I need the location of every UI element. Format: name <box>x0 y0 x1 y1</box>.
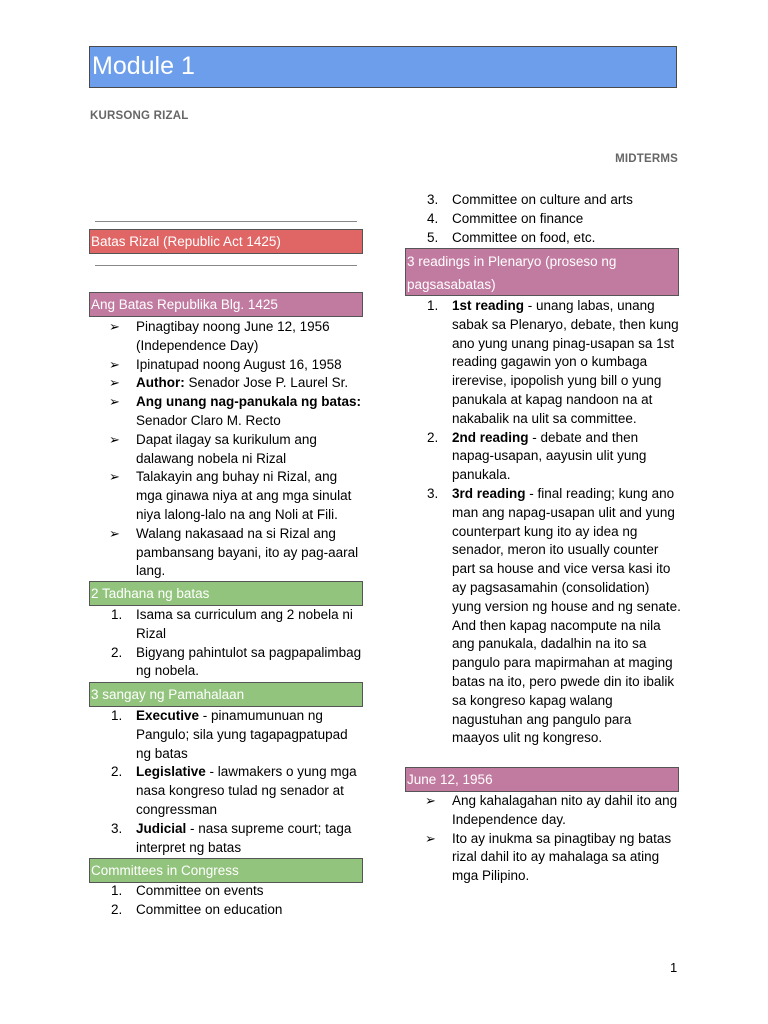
readings-list <box>406 297 682 748</box>
committees-list-left <box>90 882 366 920</box>
course-name: KURSONG RIZAL <box>90 110 189 122</box>
list-item: ➢ Ang kahalagahan nito ay dahil ito ang Independence day. <box>425 793 678 827</box>
sangay-list <box>90 707 366 857</box>
arrow-bullet-icon: ➢ <box>109 469 120 485</box>
term-label: MIDTERMS <box>615 153 678 165</box>
page-number: 1 <box>670 960 678 975</box>
sangay-header: 3 sangay ng Pamahalaan <box>89 682 363 707</box>
list-item: ➢ Author: Senador Jose P. Laurel Sr. <box>90 374 366 393</box>
divider-bottom <box>95 265 357 266</box>
divider-top <box>95 221 357 222</box>
arrow-bullet-icon: ➢ <box>109 375 120 391</box>
list-item: 3. 3rd reading - final reading; kung ano man ang napag-usapan ulit and yung counterpart kung ito ay idea ng senador, meron ito usually counter part sa house and vice versa kasi ito ay pagsasamahin (consolidation) yung version ng house and ng senate. And then kapag nacompute na nila ang panukala, dadalhin na ito sa pangulo para mapirmahan at maging batas na ito, pero pwede din ito ibalik sa kongreso kapag walang nagustuhan ang pangulo para maayos ulit ng kongreso. <box>427 485 681 746</box>
list-item: 1. Isama sa curriculum ang 2 nobela ni Rizal <box>111 607 353 641</box>
arrow-bullet-icon: ➢ <box>109 319 120 334</box>
arrow-bullet-icon: ➢ <box>109 525 120 541</box>
list-item: 1. Committee on events <box>111 883 264 898</box>
arrow-bullet-icon: ➢ <box>425 830 436 846</box>
june-header: June 12, 1956 <box>405 767 679 792</box>
list-item: ➢ Ipinatupad noong August 16, 1958 <box>90 356 366 375</box>
list-item: 1. Executive - pinamumunuan ng Pangulo; sila yung tagapagpatupad ng batas <box>111 708 348 761</box>
ra-list <box>90 318 366 581</box>
list-item: ➢ Ito ay inukma sa pinagtibay ng batas rizal dahil ito ay mahalaga sa ating mga Pilipino. <box>425 830 672 884</box>
list-item: 2. Committee on education <box>111 901 283 917</box>
list-item: 4. Committee on finance <box>427 210 584 226</box>
arrow-bullet-icon: ➢ <box>109 431 120 447</box>
list-item: ➢ Ang unang nag-panukala ng batas: Senador Claro M. Recto <box>109 394 362 428</box>
committees-header: Committees in Congress <box>89 858 363 883</box>
list-item: ➢ Walang nakasaad na si Rizal ang pambansang bayani, ito ay pag-aaral lang. <box>109 525 359 579</box>
list-item: 3. Committee on culture and arts <box>427 192 633 207</box>
tadhana-header: 2 Tadhana ng batas <box>89 581 363 606</box>
list-item: ➢ Talakayin ang buhay ni Rizal, ang mga ginawa niya at ang mga sinulat niya lalong-lalo na ang Noli at Fili. <box>109 469 352 522</box>
june-list <box>406 792 682 886</box>
batas-rizal-header: Batas Rizal (Republic Act 1425) <box>89 229 363 254</box>
list-item: 2. Bigyang pahintulot sa pagpapalimbag ng nobela. <box>111 644 362 679</box>
arrow-bullet-icon: ➢ <box>425 793 436 808</box>
module-title-bar <box>89 46 677 88</box>
arrow-bullet-icon: ➢ <box>109 394 120 410</box>
list-item: ➢ Dapat ilagay sa kurikulum ang dalawang nobela ni Rizal <box>109 431 317 466</box>
module-title: Module 1 <box>92 52 195 80</box>
list-item: ➢ Pinagtibay noong June 12, 1956 (Independence Day) <box>109 319 330 353</box>
list-item: 5. Committee on food, etc. <box>427 229 596 245</box>
list-item: 2. 2nd reading - debate and then napag-usapan, aayusin ulit yung panukala. <box>427 429 647 483</box>
readings-header: 3 readings in Plenaryo (proseso ng pagsasabatas) <box>405 248 679 296</box>
list-item: 1. 1st reading - unang labas, unang sabak sa Plenaryo, debate, then kung ano yung unang pinag-usapan sa 1st reading gagawin yon o kumbaga irerevise, ipopolish yung bill o yung panukala at kapag nandoon na at nakabalik na ulit sa committee. <box>427 298 679 426</box>
committees-list-right <box>406 191 682 247</box>
list-item: 2. Legislative - lawmakers o yung mga nasa kongreso tulad ng senador at congressman <box>111 764 357 817</box>
list-item: 3. Judicial - nasa supreme court; taga interpret ng batas <box>111 820 352 855</box>
tadhana-list <box>90 606 366 681</box>
arrow-bullet-icon: ➢ <box>109 356 120 372</box>
ra-header: Ang Batas Republika Blg. 1425 <box>89 292 363 317</box>
